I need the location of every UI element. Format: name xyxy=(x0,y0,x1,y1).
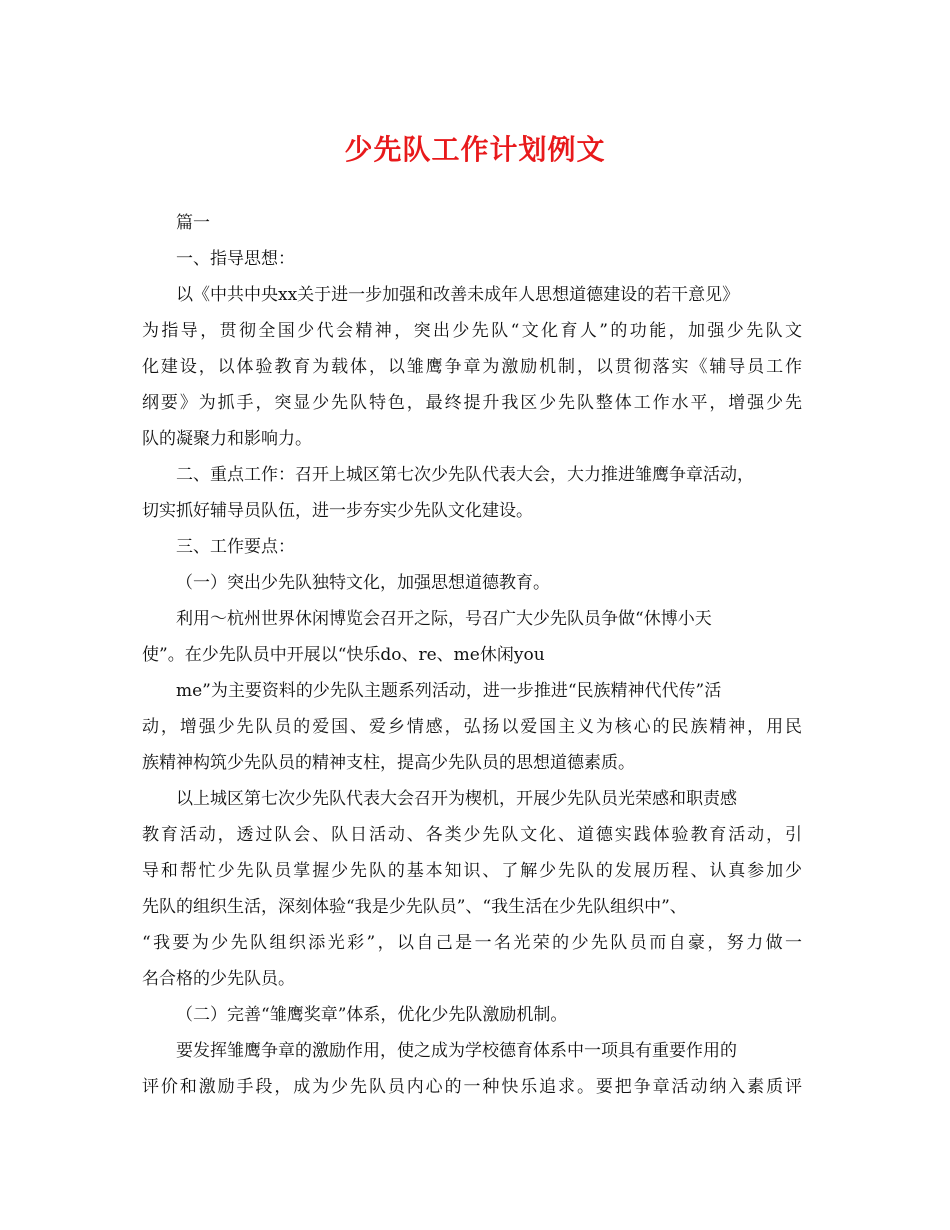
paragraph-line: 要发挥雏鹰争章的激励作用，使之成为学校德育体系中一项具有重要作用的 xyxy=(176,1041,737,1061)
paragraph-line: 为指导，贯彻全国少代会精神，突出少先队“文化育人”的功能，加强少先队文 xyxy=(142,321,802,341)
paragraph-line: me”为主要资料的少先队主题系列活动，进一步推进“民族精神代代传”活 xyxy=(176,681,722,701)
paragraph-line: 以《中共中央xx关于进一步加强和改善未成年人思想道德建设的若干意见》 xyxy=(176,285,740,305)
paragraph-line: （二）完善“雏鹰奖章”体系，优化少先队激励机制。 xyxy=(176,1005,568,1025)
paragraph-line: 纲要》为抓手，突显少先队特色，最终提升我区少先队整体工作水平，增强少先 xyxy=(142,393,802,413)
paragraph-line: 篇一 xyxy=(176,213,210,233)
paragraph-line: 以上城区第七次少先队代表大会召开为楔机，开展少先队员光荣感和职责感 xyxy=(176,789,737,809)
paragraph-line: 三、工作要点： xyxy=(176,537,295,557)
paragraph-line: （一）突出少先队独特文化，加强思想道德教育。 xyxy=(176,573,550,593)
paragraph-line: 先队的组织生活，深刻体验“我是少先队员”、“我生活在少先队组织中”、 xyxy=(142,897,687,917)
paragraph-line: “我要为少先队组织添光彩”，以自己是一名光荣的少先队员而自豪，努力做一 xyxy=(142,933,802,953)
paragraph-line: 导和帮忙少先队员掌握少先队的基本知识、了解少先队的发展历程、认真参加少 xyxy=(142,861,802,881)
paragraph-line: 动，增强少先队员的爱国、爱乡情感，弘扬以爱国主义为核心的民族精神，用民 xyxy=(142,717,802,737)
paragraph-line: 教育活动，透过队会、队日活动、各类少先队文化、道德实践体验教育活动，引 xyxy=(142,825,802,845)
paragraph-line: 化建设，以体验教育为载体，以雏鹰争章为激励机制，以贯彻落实《辅导员工作 xyxy=(142,357,802,377)
document-title: 少先队工作计划例文 xyxy=(344,133,606,166)
document-body xyxy=(142,205,802,1105)
paragraph-line: 一、指导思想： xyxy=(176,249,295,269)
paragraph-line: 利用～杭州世界休闲博览会召开之际，号召广大少先队员争做“休博小天 xyxy=(176,609,712,629)
paragraph-line: 切实抓好辅导员队伍，进一步夯实少先队文化建设。 xyxy=(142,501,533,521)
paragraph-line: 使”。在少先队员中开展以“快乐do、re、me休闲you xyxy=(142,645,545,665)
paragraph-line: 二、重点工作：召开上城区第七次少先队代表大会，大力推进雏鹰争章活动， xyxy=(176,465,754,485)
paragraph-line: 名合格的少先队员。 xyxy=(142,969,295,989)
paragraph-line: 族精神构筑少先队员的精神支柱，提高少先队员的思想道德素质。 xyxy=(142,753,635,773)
paragraph-line: 队的凝聚力和影响力。 xyxy=(142,429,312,449)
paragraph-line: 评价和激励手段，成为少先队员内心的一种快乐追求。要把争章活动纳入素质评 xyxy=(142,1077,802,1097)
